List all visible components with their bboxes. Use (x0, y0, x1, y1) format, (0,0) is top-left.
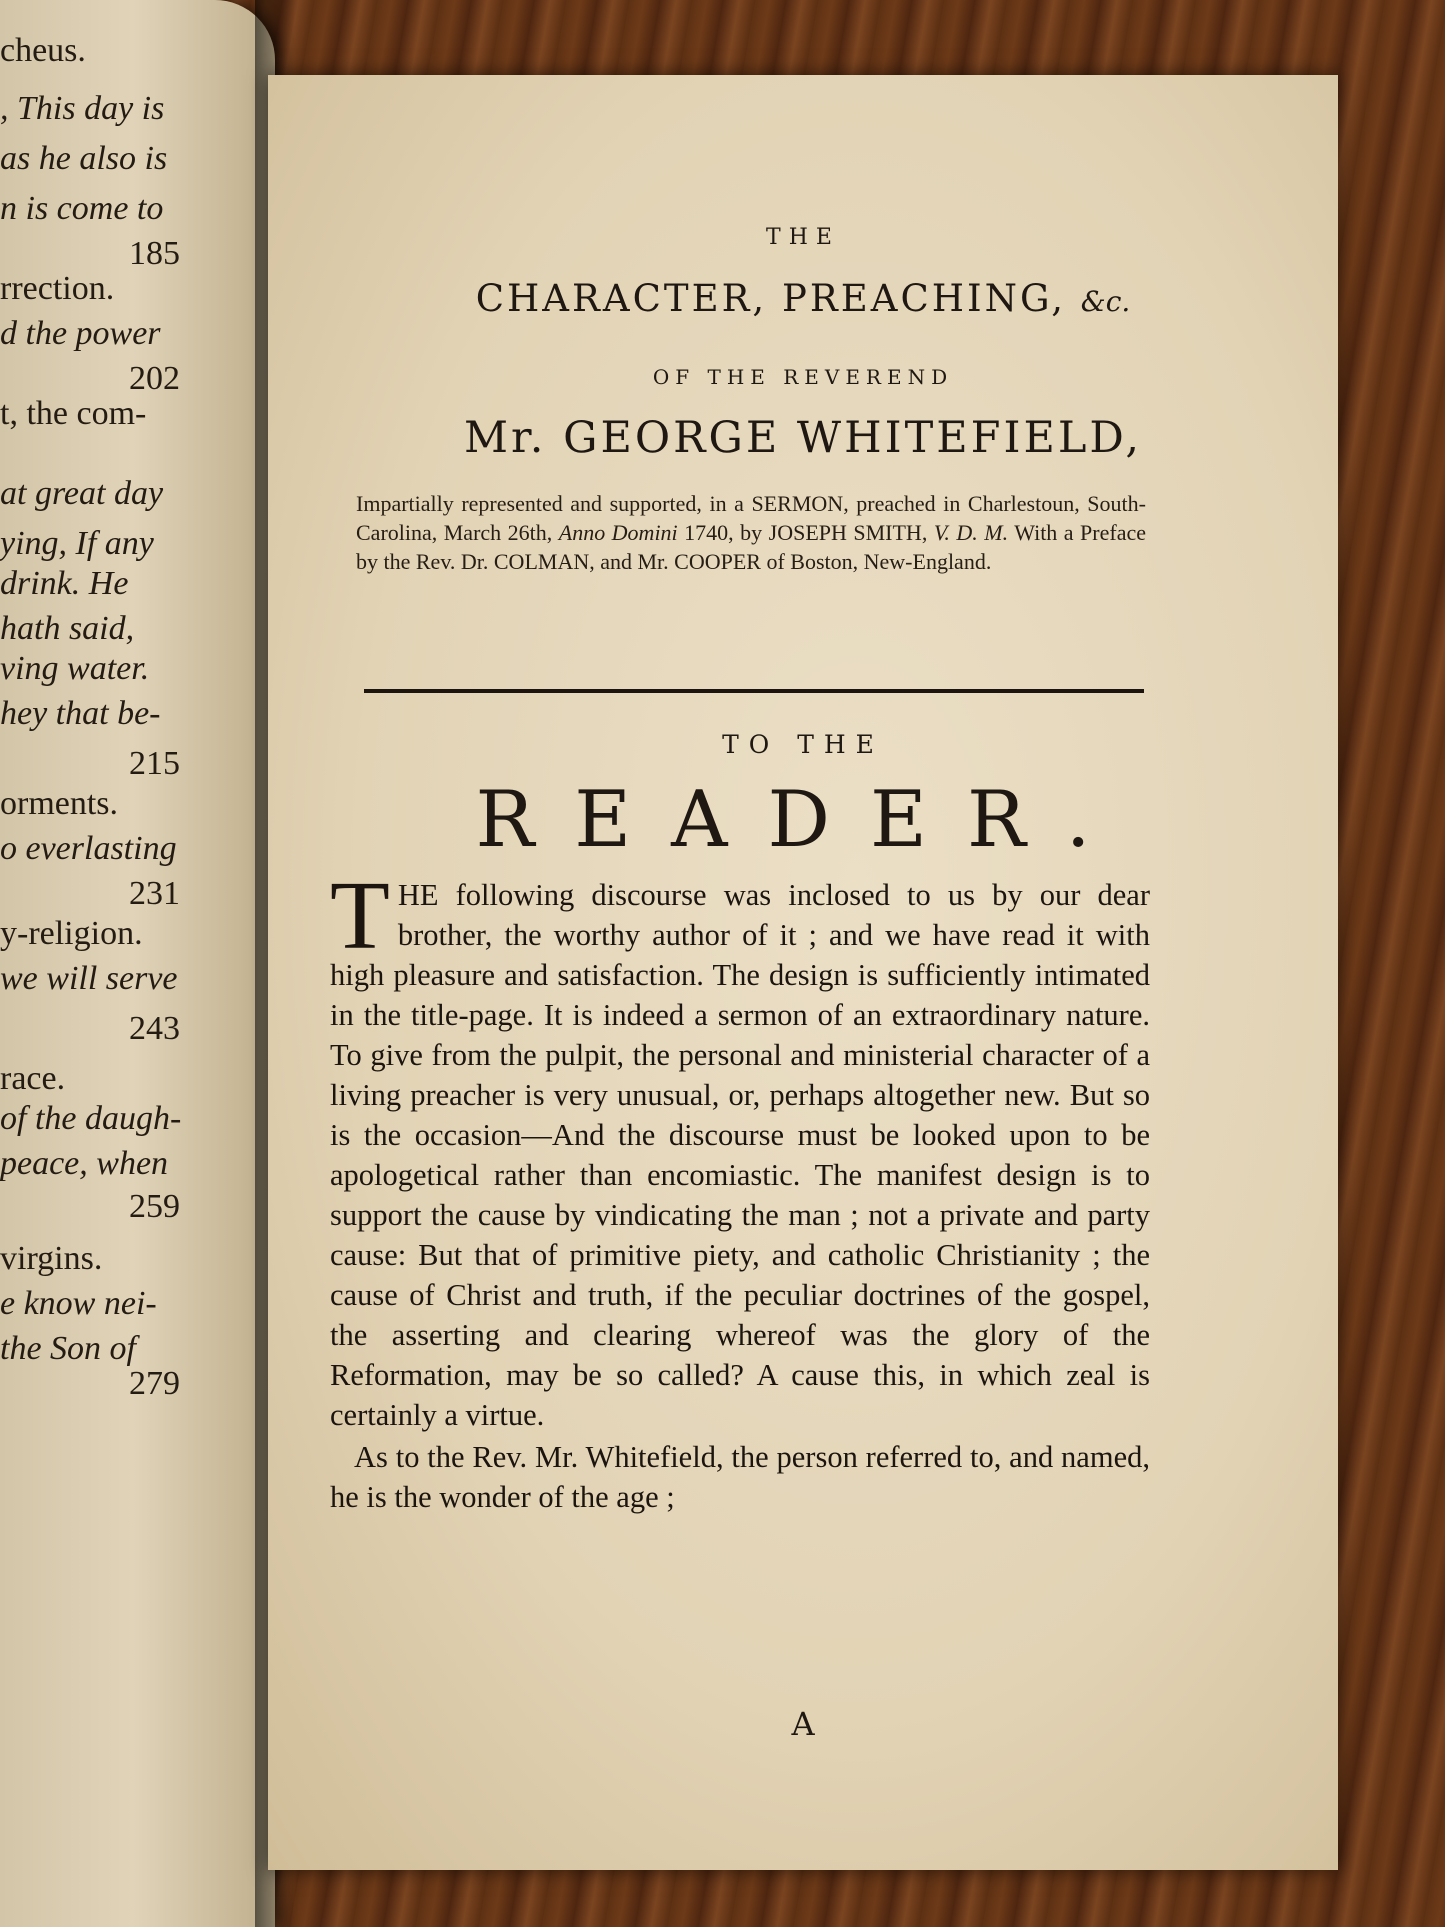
subtitle-anno-domini: Anno Domini (558, 520, 678, 545)
left-page-line: rrection. (0, 270, 115, 307)
left-page-line: virgins. (0, 1240, 103, 1277)
signature-mark: A (791, 1705, 815, 1743)
book-title-text: CHARACTER, PREACHING, (475, 277, 1067, 320)
left-page-line: drink. He (0, 565, 129, 602)
reader-heading: READER. (475, 775, 1131, 865)
left-page-line: as he also is (0, 140, 168, 177)
preacher-name: Mr. GEORGE WHITEFIELD, (463, 413, 1143, 463)
subtitle-sermon: SERMON (751, 491, 844, 516)
preface-body (330, 862, 1150, 1517)
left-page-line: ving water. (0, 650, 150, 687)
left-page-line: 185 (129, 235, 180, 272)
left-page-line: 231 (129, 875, 180, 912)
left-page-line: y-religion. (0, 915, 143, 952)
the-label: THE (766, 225, 840, 250)
left-page-line: the Son of (0, 1330, 136, 1367)
left-page-line: hey that be- (0, 695, 161, 732)
book-title (268, 277, 1338, 320)
left-page-line: ying, If any (0, 525, 154, 562)
left-page-line: 279 (129, 1365, 180, 1402)
left-page-line: 202 (129, 360, 180, 397)
left-page-line: race. (0, 1060, 66, 1097)
title-description (356, 489, 1146, 576)
subtitle-part: Impartially represented and supported, in a (356, 491, 752, 516)
left-page-line: d the power (0, 315, 161, 352)
left-page-line: orments. (0, 785, 119, 822)
drop-cap: T (330, 862, 390, 970)
left-page-line: e know nei- (0, 1285, 157, 1322)
left-page-line: t, the com- (0, 395, 147, 432)
left-page-line: cheus. (0, 32, 86, 69)
left-page-line: peace, when (0, 1145, 169, 1182)
to-the-label: TO THE (722, 730, 884, 759)
left-page-line: , This day is (0, 90, 165, 127)
subtitle-part: 1740, by JOSEPH SMITH, (677, 520, 934, 545)
left-page-line: of the daugh- (0, 1100, 182, 1137)
subtitle-part: , preached in Charlestoun, South-Carolina, March 26th, (356, 491, 1146, 545)
left-page-line: at great day (0, 475, 164, 512)
horizontal-rule (364, 689, 1144, 693)
left-page-line: n is come to (0, 190, 164, 227)
book-title-etc: &c. (1080, 285, 1131, 318)
reverend-label: OF THE REVEREND (652, 365, 954, 389)
left-page-line: o everlasting (0, 830, 177, 867)
preface-paragraph-2: As to the Rev. Mr. Whitefield, the person referred to, and named, he is the wonder of the age ; (330, 1440, 1150, 1514)
left-page (0, 0, 275, 1927)
left-page-line: 243 (129, 1010, 180, 1047)
left-page-line: 259 (129, 1188, 180, 1225)
preface-paragraph-1 (330, 862, 1150, 1435)
left-page-line: we will serve (0, 960, 178, 997)
left-page-line: 215 (129, 745, 180, 782)
subtitle-part: With a Preface by the Rev. Dr. COLMAN, and Mr. COOPER of Boston, New-England. (356, 520, 1146, 574)
subtitle-vdm: V. D. M. (933, 520, 1009, 545)
right-page (268, 75, 1338, 1870)
left-page-line: hath said, (0, 610, 135, 647)
paragraph-1-text: HE following discourse was inclosed to us by our dear brother, the worthy author of it ; and we have read it with high pleasure and satisfaction. The design is sufficiently intimated in the title-page. It is indeed a sermon of an extraordinary nature. To give from the pulpit, the personal and ministerial character of a living preacher is very unusual, or, perhaps altogether new. But so is the occasion—And the discourse must be looked upon to be apologetical rather than encomiastic. The manifest design is to support the cause by vindicating the man ; not a private and party cause: But that of primitive piety, and catholic Christianity ; the cause of Christ and truth, if the peculiar doctrines of the gospel, the asserting and clearing whereof was the glory of the Reformation, may be so called? A cause this, in which zeal is certainly a virtue. (330, 878, 1150, 1432)
